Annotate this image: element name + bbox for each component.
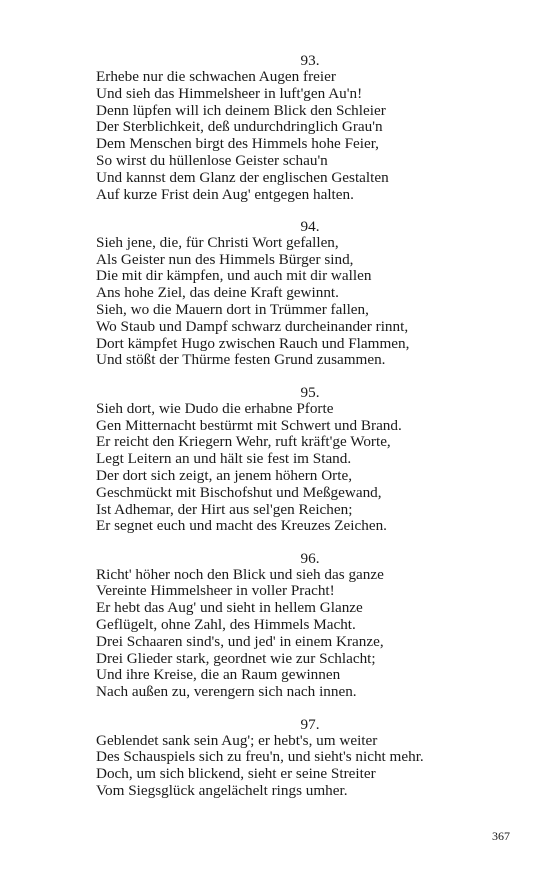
verse-line: Er reicht den Kriegern Wehr, ruft kräft'ge Worte, [96,433,391,451]
stanza-94 [96,218,516,369]
verse-line: Sieh dort, wie Dudo die erhabne Pforte [96,399,334,417]
verse-line: Dort kämpfet Hugo zwischen Rauch und Flammen, [96,334,410,352]
stanza-96 [96,550,516,701]
verse-line: Richt' höher noch den Blick und sieh das ganze [96,565,384,583]
verse-line: Dem Menschen birgt des Himmels hohe Feier, [96,135,379,153]
verse-line: Legt Leitern an und hält sie fest im Stand. [96,450,352,468]
verse-line: Erhebe nur die schwachen Augen freier [96,68,336,85]
verse-line: Geflügelt, ohne Zahl, des Himmels Macht. [96,616,356,634]
verse-line: Er hebt das Aug' und sieht in hellem Glanze [96,599,363,617]
verse-line: Ans hohe Ziel, das deine Kraft gewinnt. [96,284,339,302]
verse-line: Vom Siegsglück angelächelt rings umher. [96,781,348,799]
verse-line: Doch, um sich blickend, sieht er seine Streiter [96,765,376,783]
verse-line: Sieh, wo die Mauern dort in Trümmer fallen, [96,301,369,319]
stanza-number: 97. [300,715,320,733]
verse-line: Und ihre Kreise, die an Raum gewinnen [96,666,341,684]
stanza-number: 93. [300,52,320,69]
stanza-93 [96,52,516,203]
verse-line: Drei Schaaren sind's, und jed' in einem Kranze, [96,632,384,650]
verse-line: Als Geister nun des Himmels Bürger sind, [96,250,354,268]
verse-line: Der Sterblichkeit, deß undurchdringlich Grau'n [96,118,383,136]
verse-line: Ist Adhemar, der Hirt aus sel'gen Reichen; [96,500,353,518]
verse-line: Die mit dir kämpfen, und auch mit dir wallen [96,267,372,285]
verse-line: Drei Glieder stark, geordnet wie zur Schlacht; [96,649,376,667]
verse-line: Der dort sich zeigt, an jenem höhern Orte, [96,466,352,484]
verse-line: Denn lüpfen will ich deinem Blick den Schleier [96,101,386,119]
verse-line: Und sieh das Himmelsheer in luft'gen Au'n! [96,84,363,102]
verse-line: Wo Staub und Dampf schwarz durcheinander rinnt, [96,317,409,335]
verse-line: Auf kurze Frist dein Aug' entgegen halten. [96,185,354,203]
page-number: 367 [492,829,510,843]
stanza-number: 95. [300,383,320,401]
verse-line: Geschmückt mit Bischofshut und Meßgewand, [96,483,382,501]
verse-line: Gen Mitternacht bestürmt mit Schwert und Brand. [96,416,402,434]
verse-line: So wirst du hüllenlose Geister schau'n [96,151,328,169]
verse-line: Und kannst dem Glanz der englischen Gestalten [96,168,389,186]
poem-page [96,52,516,814]
verse-line: Geblendet sank sein Aug'; er hebt's, um weiter [96,731,378,749]
stanza-95 [96,384,516,535]
stanza-number: 94. [300,217,320,235]
verse-line: Er segnet euch und macht des Kreuzes Zeichen. [96,517,387,535]
verse-line: Nach außen zu, verengern sich nach innen. [96,683,357,701]
stanza-97 [96,716,516,800]
verse-line: Des Schauspiels sich zu freu'n, und sieht's nicht mehr. [96,748,424,766]
verse-line: Vereinte Himmelsheer in voller Pracht! [96,582,335,600]
stanza-number: 96. [300,549,320,567]
verse-line: Sieh jene, die, für Christi Wort gefallen, [96,233,339,251]
verse-line: Und stößt der Thürme festen Grund zusammen. [96,351,386,369]
